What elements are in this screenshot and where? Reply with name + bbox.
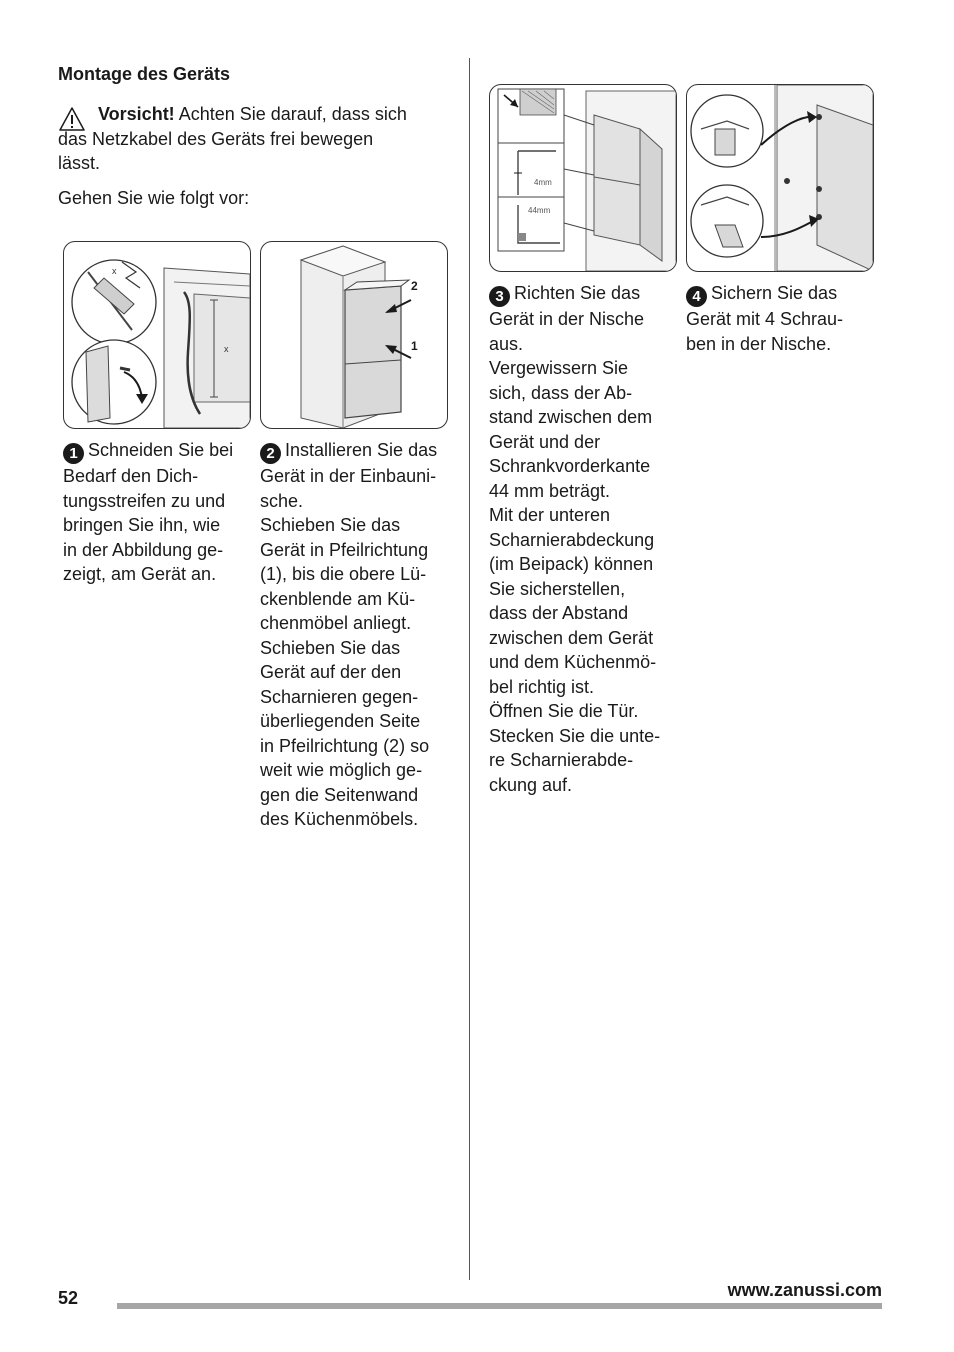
dimension-44mm: 44mm	[528, 206, 551, 215]
caution-note	[58, 102, 448, 176]
caution-label: Vorsicht!	[98, 104, 175, 124]
step-number: 3	[489, 286, 510, 307]
step-3	[489, 281, 684, 797]
step-number: 4	[686, 286, 707, 307]
section-title: Montage des Geräts	[58, 64, 231, 84]
step-1	[63, 438, 258, 587]
figure-4-screws	[686, 84, 874, 272]
figure-3-alignment	[489, 84, 677, 272]
figure-1-seal-strip	[63, 241, 251, 429]
step-number: 1	[63, 443, 84, 464]
arrow-label-2: 2	[411, 279, 418, 293]
arrow-label-1: 1	[411, 339, 418, 353]
website-link[interactable]: www.zanussi.com	[727, 1280, 882, 1300]
step-2	[260, 438, 460, 832]
step-text: Installieren Sie das Gerät in der Einbauni- sche. Schieben Sie das Gerät in Pfeilrichtung (1), bis die obere Lü- ckenblende am Kü- chenmöbel anliegt. Schieben Sie das Gerät auf der den Scharnieren gegen- überliegenden Seite in Pfeilrichtung (2) so weit wie möglich ge- gen die Seitenwand des Küchenmöbels.	[260, 440, 438, 829]
step-text: Sichern Sie das Gerät mit 4 Schrau- ben in der Nische.	[686, 283, 844, 354]
intro-text: Gehen Sie wie folgt vor:	[58, 188, 250, 208]
step-text: Richten Sie das Gerät in der Nische aus. Vergewissern Sie sich, dass der Ab- stand zwischen dem Gerät und der Schrankvorderkante 44 mm beträgt. Mit der unteren Scharnierabdeckung (im Beipack) können Sie sicherstellen, dass der Abstand zwischen dem Gerät und dem Küchenmö- bel richtig ist. Öffnen Sie die Tür. Stecken Sie die unte- re Scharnierabde- ckung auf.	[489, 283, 661, 795]
step-4	[686, 281, 881, 356]
footer-rule	[117, 1303, 882, 1309]
page-number: 52	[58, 1288, 79, 1308]
caution-text-line1: Achten Sie darauf, dass sich	[178, 104, 407, 124]
step-text: Schneiden Sie bei Bedarf den Dich- tungsstreifen zu und bringen Sie ihn, wie in der Abbildung ge- zeigt, am Gerät an.	[63, 440, 234, 584]
dimension-4mm: 4mm	[534, 178, 552, 187]
figure-2-installation	[260, 241, 448, 429]
dimension-x-small: x	[112, 266, 117, 276]
column-divider	[469, 58, 470, 1280]
warning-triangle-icon	[58, 106, 86, 132]
dimension-x: x	[224, 344, 229, 354]
caution-text-rest: das Netzkabel des Geräts frei bewegen lässt.	[58, 128, 374, 173]
step-number: 2	[260, 443, 281, 464]
